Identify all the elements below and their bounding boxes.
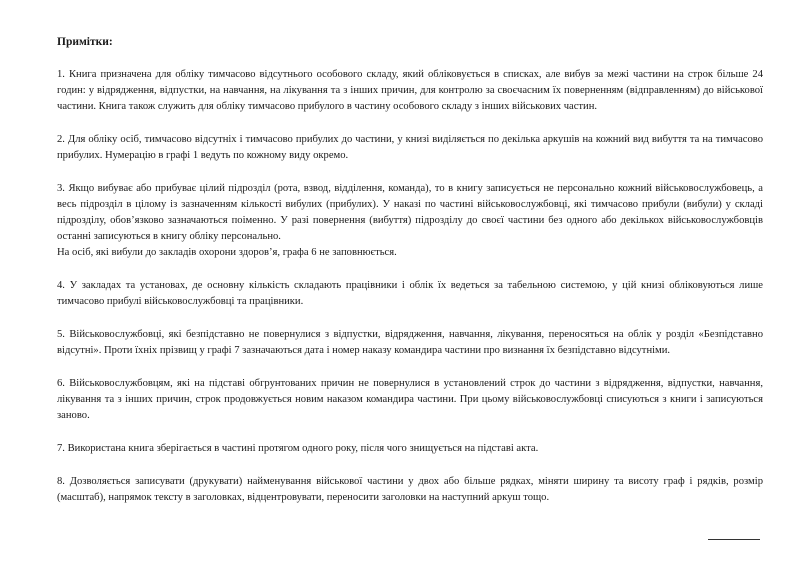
note-2 — [57, 132, 763, 164]
note-5-text: 5. Військовослужбовці, які безпідставно не повернулися з відпустки, відрядження, навчання, лікування, переносяться на облік у розділ «Безпідставно відсутні». Проти їхніх прізвищ у графі 7 зазначаються дата і номер наказу командира частини про визнання їх безпідставно відсутніми. — [57, 329, 763, 356]
note-5 — [57, 327, 763, 359]
note-4 — [57, 278, 763, 310]
footer-rule — [708, 539, 760, 540]
note-4-text: 4. У закладах та установах, де основну кількість складають працівники і облік їх ведеться за табельною системою, у цій книзі обліковуються лише тимчасово прибулі військовослужбовці та працівники. — [57, 280, 763, 307]
note-3-extra: На осіб, які вибули до закладів охорони здоров’я, графа 6 не заповнюється. — [57, 247, 397, 258]
notes-page — [57, 34, 763, 523]
note-6-text: 6. Військовослужбовцям, які на підставі обгрунтованих причин не повернулися в установлений строк до частини з відрядження, відпустки, навчання, лікування та з інших причин, строк продовжується новим наказом командира частини. При цьому військовослужбовці списуються з книги і записуються заново. — [57, 378, 763, 421]
note-8 — [57, 474, 763, 506]
note-1 — [57, 67, 763, 115]
note-6 — [57, 376, 763, 424]
note-2-text: 2. Для обліку осіб, тимчасово відсутніх і тимчасово прибулих до частини, у книзі виділяється по декілька аркушів на кожний вид вибуття та на тимчасово прибулих. Нумерацію в графі 1 ведуть по кожному виду окремо. — [57, 134, 763, 161]
note-7 — [57, 441, 763, 457]
note-1-text: 1. Книга призначена для обліку тимчасово відсутнього особового складу, який обліковується в списках, але вибув за межі частини на строк більше 24 годин: у відрядження, відпустки, на навчання, на лікування та з інших причин, для контролю за своєчасним їх поверненням (відправленням) до військової частини. Книга також служить для обліку тимчасово прибулого в частину особового складу з інших військових частин. — [57, 69, 763, 112]
note-7-text: 7. Використана книга зберігається в частині протягом одного року, після чого знищується на підставі акта. — [57, 443, 539, 454]
note-3-text: 3. Якщо вибуває або прибуває цілий підрозділ (рота, взвод, відділення, команда), то в книгу записується не персонально кожний військовослужбовець, а весь підрозділ в цілому із зазначенням кількості вибулих (прибулих). У наказі по частині військовослужбовці, які тимчасово прибули (вибули) у складі підрозділу, обов’язково зазначаються поіменно. У разі повернення (вибуття) підрозділу до своєї частини без одного або декількох військовослужбовців останні записуються в книгу обліку персонально. — [57, 183, 763, 242]
note-8-text: 8. Дозволяється записувати (друкувати) найменування військової частини у двох або більше рядках, міняти ширину та висоту граф і рядків, розмір (масштаб), напрямок тексту в заголовках, відцентровувати, переносити заголовки на наступний аркуш тощо. — [57, 476, 763, 503]
note-3 — [57, 181, 763, 261]
notes-heading: Примітки: — [57, 36, 113, 48]
